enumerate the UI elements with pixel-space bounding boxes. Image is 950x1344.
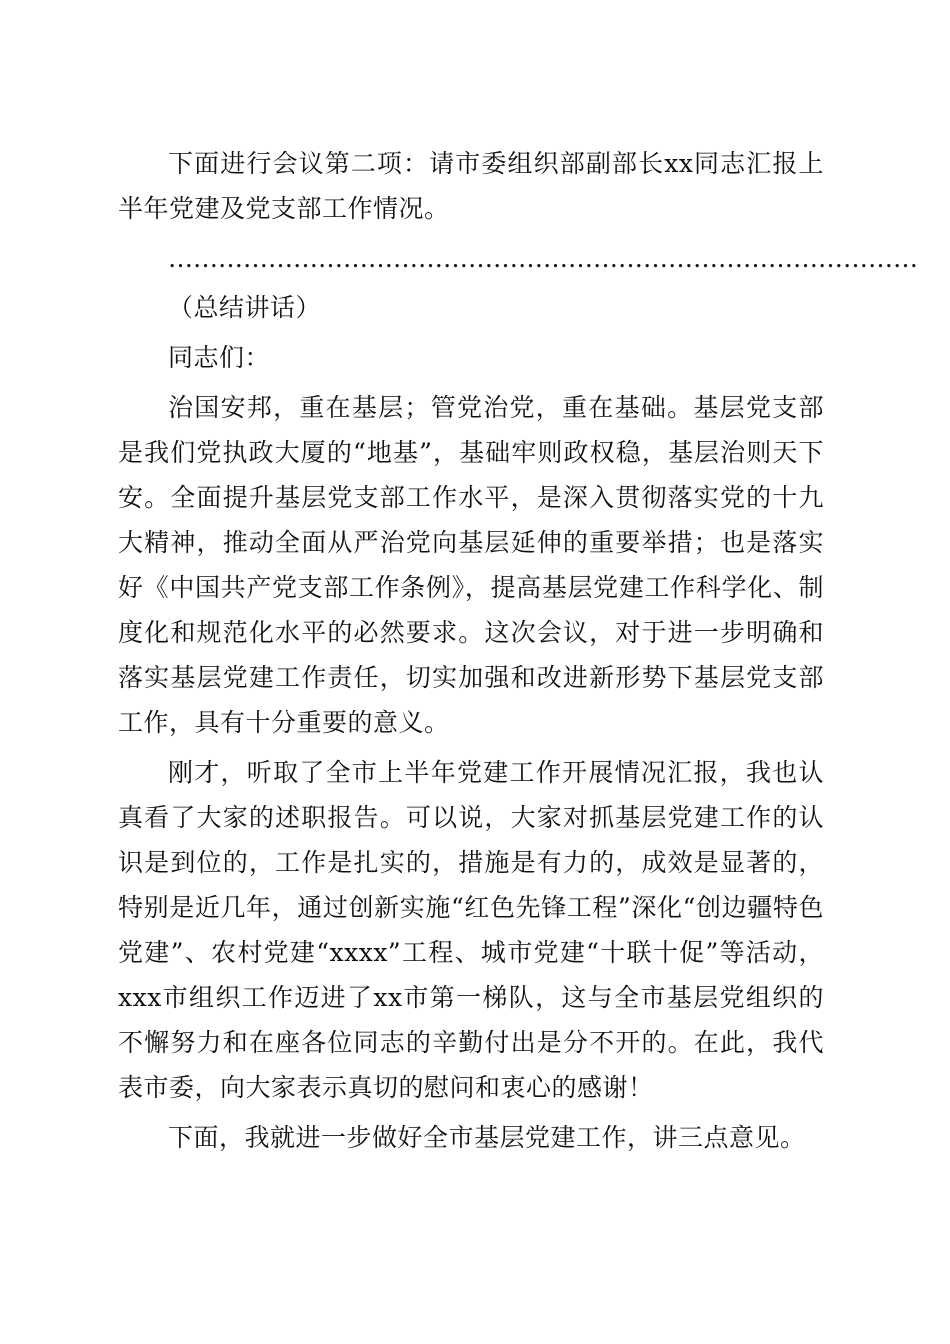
ellipsis-separator: ………………………………………………………………………………	[168, 244, 918, 273]
paragraph-three-points: 下面，我就进一步做好全市基层党建工作，讲三点意见。	[168, 1123, 806, 1152]
paragraph-agenda-item: 下面进行会议第二项：请市委组织部副部长xx同志汇报上半年党建及党支部工作情况。	[118, 149, 824, 223]
paragraph-achievements: 刚才，听取了全市上半年党建工作开展情况汇报，我也认真看了大家的述职报告。可以说，大家对抓基层党建工作的认识是到位的，工作是扎实的，措施是有力的，成效是显著的，特别是近几年，通过创新实施“红色先锋工程”深化“创边疆特色党建”、农村党建“xxxx”工程、城市党建“十联十促”等活动，xxx市组织工作迈进了xx市第一梯队，这与全市基层党组织的不懈努力和在座各位同志的辛勤付出是分不开的。在此，我代表市委，向大家表示真切的慰问和衷心的感谢！	[118, 758, 824, 1102]
section-label-summary-speech: （总结讲话）	[168, 293, 322, 322]
document-body	[118, 141, 918, 1160]
salutation: 同志们：	[168, 343, 271, 372]
paragraph-importance: 治国安邦，重在基层；管党治党，重在基础。基层党支部是我们党执政大厦的“地基”，基础牢则政权稳，基层治则天下安。全面提升基层党支部工作水平，是深入贯彻落实党的十九大精神，推动全面从严治党向基层延伸的重要举措；也是落实好《中国共产党支部工作条例》，提高基层党建工作科学化、制度化和规范化水平的必然要求。这次会议，对于进一步明确和落实基层党建工作责任，切实加强和改进新形势下基层党支部工作，具有十分重要的意义。	[118, 393, 824, 737]
